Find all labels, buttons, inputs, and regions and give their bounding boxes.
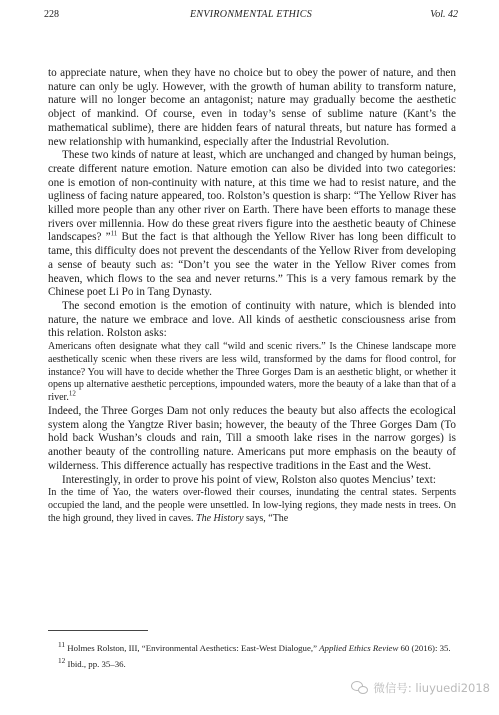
footnote-12 (58, 655, 456, 670)
footnote-divider (48, 630, 148, 631)
paragraph-two-kinds-text: These two kinds of nature at least, which are unchanged and changed by human beings, create different nature emotion. Nature emotion can also be divided into two categories: one is emotion of non-continuity with nature, at this time we had to resist nature, and the ugliness of facing nature appeared, too. Rolston’s question is sharp: “The Yellow River has killed more people than any other river on Earth. There have been efforts to manage these rivers over millennia. How do these great rivers figure into the aesthetic beauty of Chinese landscapes? ” (48, 149, 456, 244)
footnote-number-12: 12 (58, 655, 66, 665)
paragraph-second-emotion: The second emotion is the emotion of continuity with nature, which is blended into nature, the nature we embrace and love. All kinds of aesthetic consciousness arise from this relation. Rolston asks: (48, 299, 456, 340)
running-header (44, 9, 458, 25)
main-text (48, 67, 456, 526)
book-title-the-history: The History (196, 512, 244, 524)
paragraph-continuation: to appreciate nature, when they have no choice but to obey the power of nature, and then nature can only be ugly. However, with the growth of human ability to transform nature, nature will no longer become an antagonist; nature may gradually become the aesthetic object of mankind. Of course, even in today’s sense of sublime nature (Kant’s the mathematical sublime), there are hidden fears of natural threats, but nature has formed a new relationship with humankind, especially after the Industrial Revolution. (48, 67, 456, 148)
journal-title: ENVIRONMENTAL ETHICS (189, 9, 313, 20)
paragraph-three-gorges: Indeed, the Three Gorges Dam not only reduces the beauty but also affects the ecological system along the Yangtze River basin; however, the beauty of the Three Gorges Dam (To hold back Wushan’s clouds and rain, Till a smooth lake rises in the narrow gorges) is another beauty of the controlling nature. Americans put more emphasis on the beauty of wilderness. This difference actually has respective traditions in the East and the West. (48, 405, 456, 472)
watermark-text: 微信号: liuyuedi2018 (373, 681, 490, 695)
watermark (351, 680, 490, 696)
block-quote-rolston (48, 341, 456, 405)
paragraph-mencius-intro: Interestingly, in order to prove his point of view, Rolston also quotes Mencius’ text: (62, 473, 436, 486)
footnote-ref-12[interactable]: 12 (68, 389, 76, 398)
footnote-12-text: Ibid., pp. 35–36. (67, 658, 126, 669)
footnote-11-text-cont: 60 (2016): 35. (398, 642, 451, 653)
block-quote-mencius-text-cont: says, “The (243, 512, 289, 524)
page-number: 228 (44, 9, 59, 20)
footnote-11-source: Applied Ethics Review (319, 642, 399, 653)
block-quote-mencius-text: In the time of Yao, the waters over-flowed their courses, inundating the central states. Serpents occupied the land, and the people were unsettled. In low-lying regions, they made nests in trees. On the high ground, they lived in caves. (48, 487, 456, 524)
footnote-number-11: 11 (58, 640, 66, 649)
footnote-11-text: Holmes Rolston, III, “Environmental Aesthetics: East-West Dialogue,” (67, 642, 320, 653)
block-quote-mencius (48, 487, 456, 525)
block-quote-rolston-text: Americans often designate what they call “wild and scenic rivers.” Is the Chinese landscape more aesthetically scenic when these rivers are less wild, transformed by the dams for flood control, for instance? You will have to decide whether the Three Gorges Dam is an aesthetic blight, or whether it opens up alternative aesthetic perceptions, impounded waters, more the beauty of a lake than that of a river. (48, 341, 456, 404)
footnote-11 (58, 639, 456, 654)
footnote-ref-11[interactable]: 11 (110, 229, 118, 238)
footnotes (48, 630, 456, 671)
paragraph-two-kinds (48, 149, 456, 300)
wechat-icon (351, 681, 369, 695)
volume-label: Vol. 42 (430, 9, 458, 20)
paragraph-two-kinds-text-cont: But the fact is that although the Yellow River has long been difficult to tame, this difficulty does not prevent the descendants of the Yellow River from developing a sense of beauty such as: “Don’t you see the water in the Yellow River comes from heaven, which flows to the sea and never returns.” This is a very famous remark by the Chinese poet Li Po in Tang Dynasty. (48, 231, 456, 299)
